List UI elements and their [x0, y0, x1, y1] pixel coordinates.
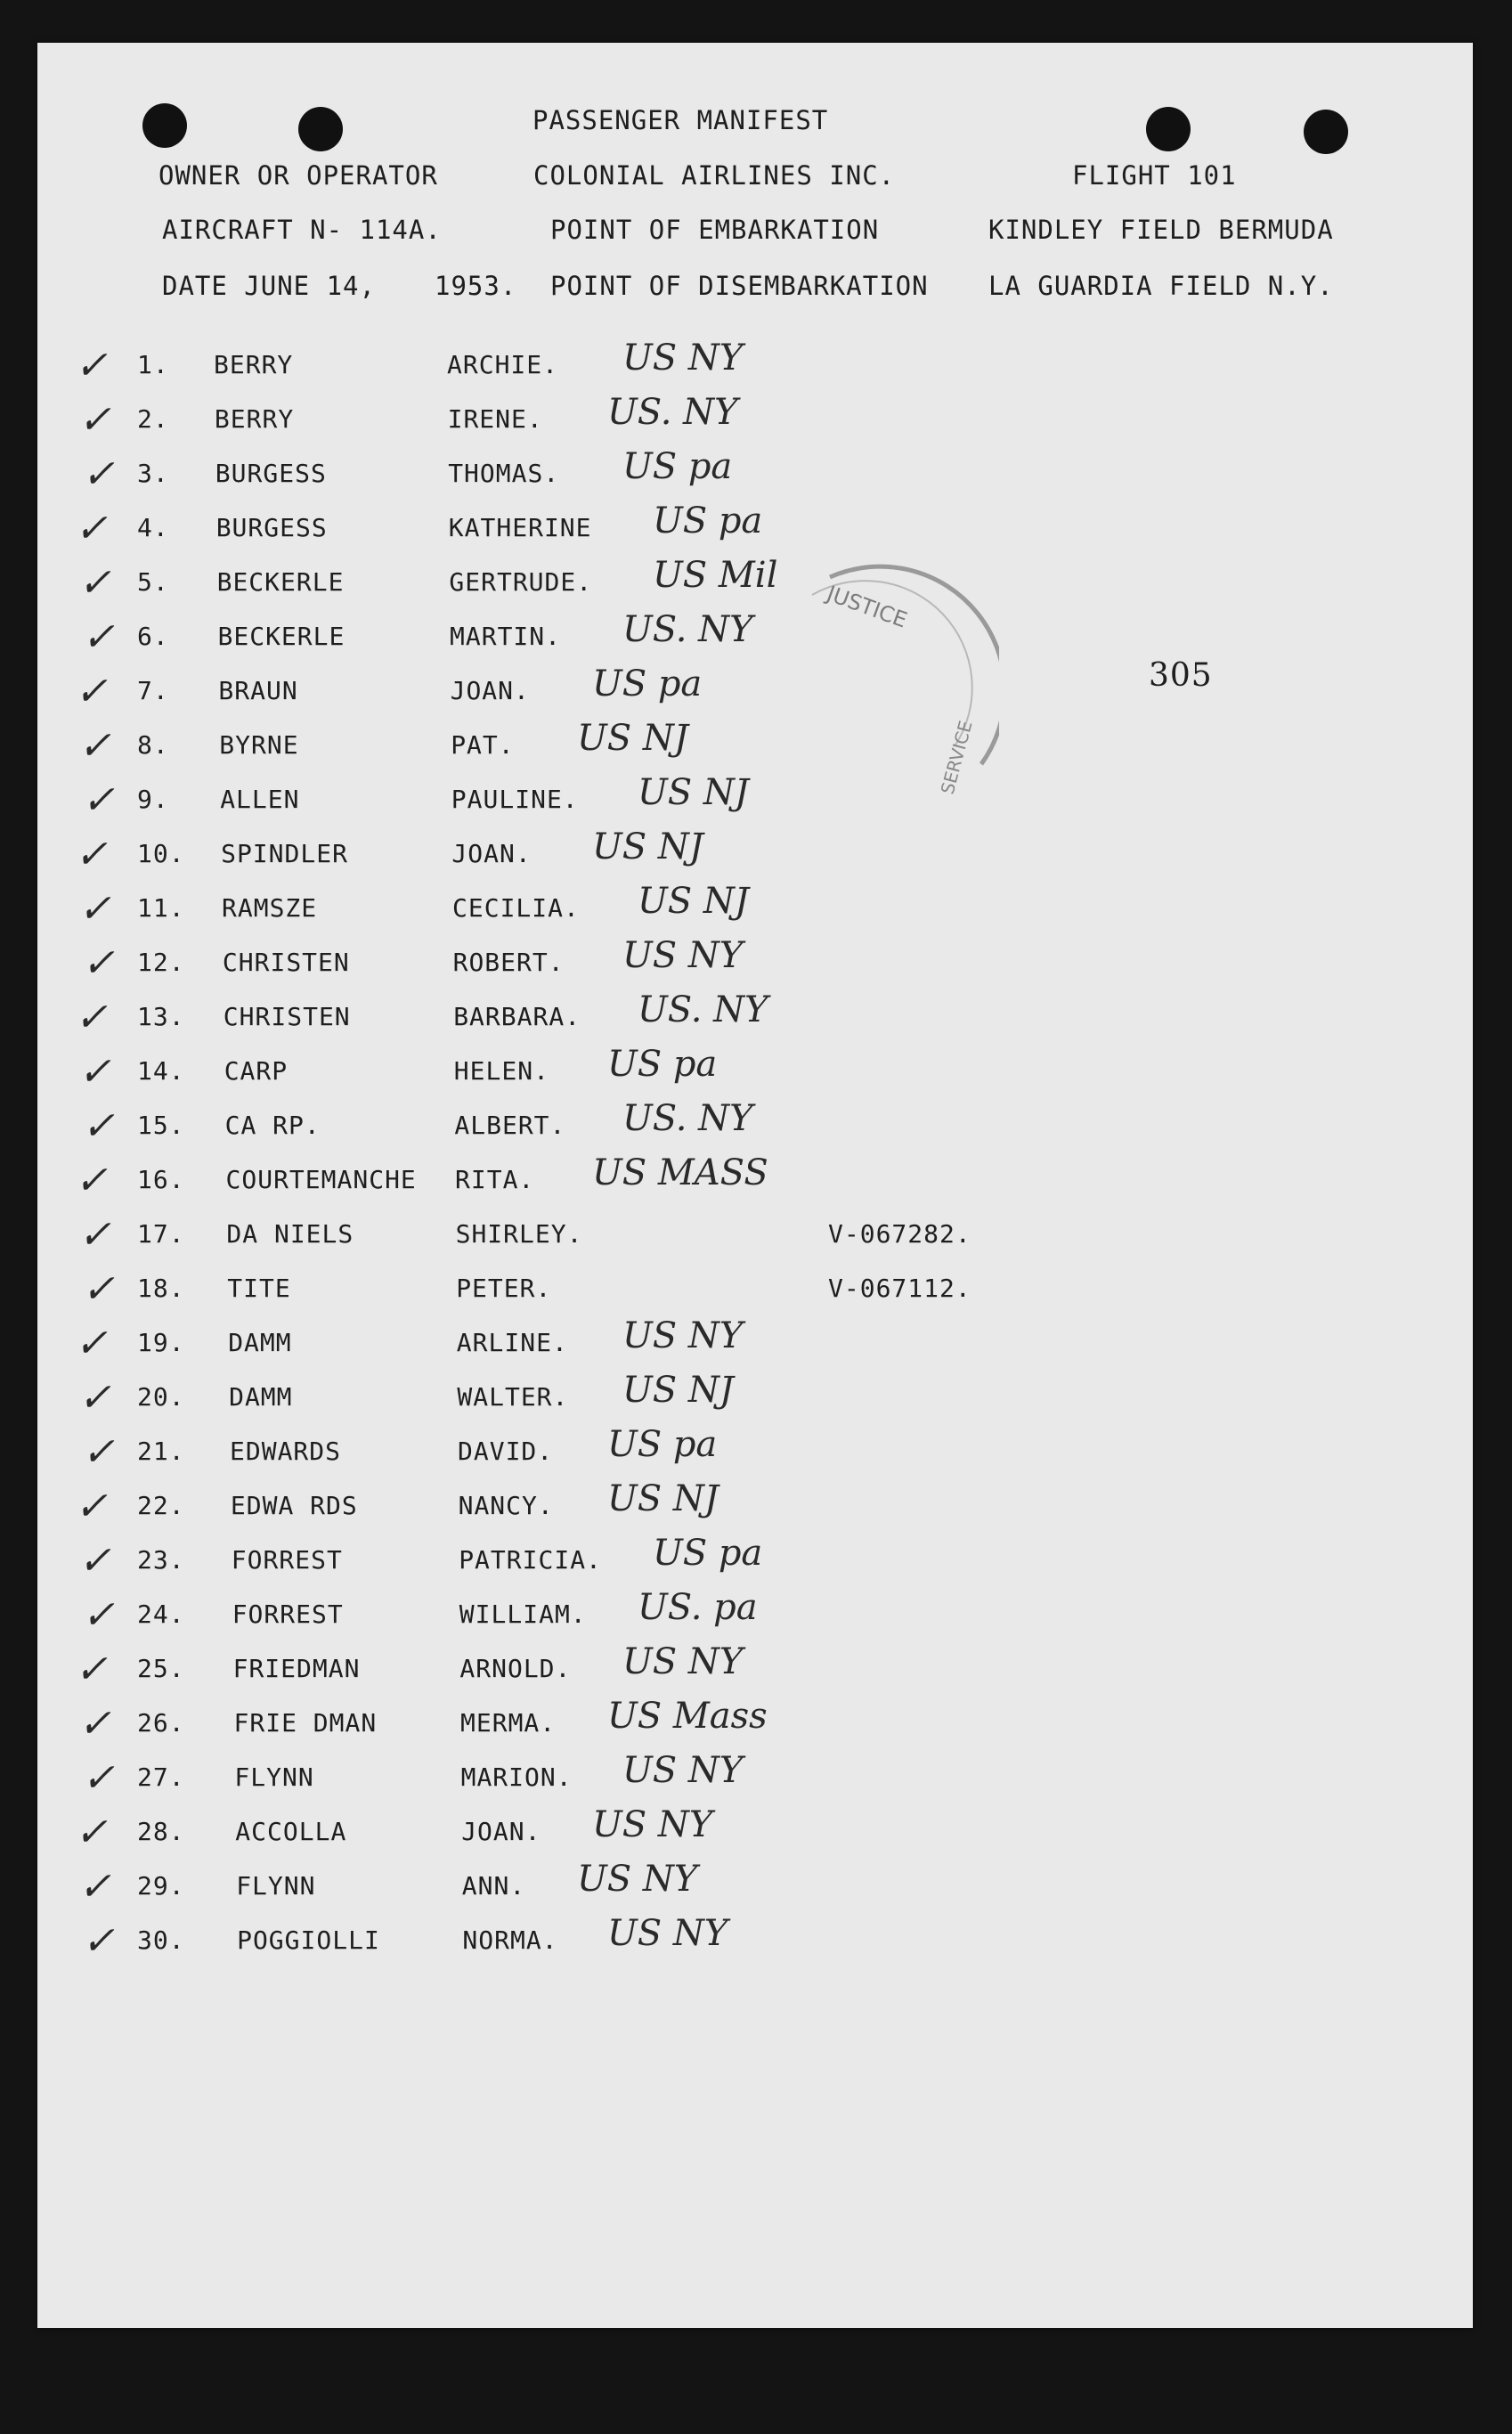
passenger-number: 29.	[137, 1871, 185, 1901]
passenger-given-name: RITA.	[455, 1165, 535, 1194]
passenger-check-mark: ✓	[82, 940, 115, 986]
passenger-check-mark: ✓	[78, 723, 111, 769]
passenger-number: 11.	[137, 893, 185, 923]
passenger-number: 22.	[137, 1491, 185, 1520]
passenger-surname: EDWA RDS	[230, 1491, 358, 1520]
passenger-check-mark: ✓	[82, 1918, 115, 1964]
passenger-check-mark: ✓	[78, 1375, 111, 1421]
handwritten-note: US NY	[622, 935, 744, 976]
immigration-stamp	[776, 559, 999, 835]
passenger-given-name: ALBERT.	[454, 1111, 566, 1140]
stamp-text-side: SERVICE	[936, 718, 977, 797]
flight-number: FLIGHT 101	[1072, 160, 1237, 191]
passenger-check-mark: ✓	[75, 669, 108, 714]
passenger-check-mark: ✓	[75, 1484, 108, 1529]
passenger-surname: BURGESS	[215, 513, 328, 542]
passenger-number: 1.	[137, 350, 169, 379]
passenger-check-mark: ✓	[75, 1158, 108, 1203]
passenger-surname: FORREST	[232, 1600, 344, 1629]
passenger-check-mark: ✓	[82, 615, 115, 660]
passenger-number: 16.	[137, 1165, 185, 1194]
passenger-surname: SPINDLER	[221, 839, 348, 868]
handwritten-note: US pa	[622, 446, 733, 487]
passenger-surname: CHRISTEN	[223, 1002, 351, 1031]
passenger-number: 3.	[137, 459, 169, 488]
passenger-number: 18.	[137, 1274, 185, 1303]
passenger-number: 8.	[137, 730, 169, 760]
passenger-number: 21.	[137, 1437, 185, 1466]
handwritten-note: US NY	[622, 1750, 744, 1791]
passenger-surname: FLYNN	[234, 1762, 314, 1792]
handwritten-note: US Mil	[653, 555, 778, 596]
passenger-check-mark: ✓	[78, 886, 111, 932]
passenger-check-mark: ✓	[78, 1864, 111, 1909]
passenger-surname: BERRY	[214, 404, 295, 434]
owner-label: OWNER OR OPERATOR	[159, 160, 438, 191]
passenger-given-name: JOAN.	[450, 676, 530, 705]
passenger-number: 7.	[137, 676, 169, 705]
passenger-surname: BECKERLE	[216, 567, 345, 597]
passenger-surname: BECKERLE	[217, 622, 345, 651]
passenger-check-mark: ✓	[82, 1429, 115, 1475]
passenger-number: 30.	[137, 1925, 185, 1955]
passenger-given-name: DAVID.	[458, 1437, 554, 1466]
handwritten-note: US NY	[607, 1913, 728, 1954]
passenger-number: 20.	[137, 1382, 185, 1412]
passenger-number: 25.	[137, 1654, 185, 1683]
passenger-given-name: PAULINE.	[451, 785, 579, 814]
passenger-surname: POGGIOLLI	[237, 1925, 380, 1955]
passenger-check-mark: ✓	[78, 1049, 111, 1095]
passenger-surname: BERRY	[214, 350, 294, 379]
handwritten-note: US pa	[592, 663, 703, 704]
passenger-check-mark: ✓	[82, 777, 115, 823]
flight-date: DATE JUNE 14,	[162, 271, 376, 301]
passenger-number: 26.	[137, 1708, 185, 1738]
passenger-given-name: CECILIA.	[452, 893, 580, 923]
page-number: 305	[1149, 657, 1213, 694]
handwritten-note: US NY	[622, 1315, 744, 1356]
handwritten-note: US NY	[577, 1859, 698, 1900]
punch-hole-2	[298, 107, 343, 151]
passenger-surname: FORREST	[231, 1545, 343, 1575]
handwritten-note: US NJ	[622, 1370, 734, 1411]
stamp-text-top: JUSTICE	[823, 581, 911, 633]
passenger-check-mark: ✓	[78, 397, 111, 443]
passenger-check-mark: ✓	[78, 560, 111, 606]
visa-number: V-067112.	[828, 1274, 971, 1303]
passenger-number: 17.	[137, 1219, 185, 1249]
passenger-given-name: NANCY.	[458, 1491, 554, 1520]
passenger-surname: EDWARDS	[230, 1437, 342, 1466]
passenger-number: 13.	[137, 1002, 185, 1031]
handwritten-note: US NJ	[638, 881, 749, 922]
handwritten-note: US NJ	[638, 772, 749, 813]
handwritten-note: US NY	[622, 338, 744, 379]
handwritten-note: US. NY	[622, 1098, 753, 1139]
passenger-surname: ACCOLLA	[235, 1817, 347, 1846]
manifest-title: PASSENGER MANIFEST	[532, 105, 829, 135]
passenger-given-name: IRENE.	[447, 404, 543, 434]
passenger-given-name: KATHERINE	[448, 513, 592, 542]
handwritten-note: US NY	[622, 1641, 744, 1682]
flight-year: 1953.	[435, 271, 517, 301]
passenger-number: 23.	[137, 1545, 185, 1575]
passenger-surname: CHRISTEN	[222, 948, 350, 977]
passenger-surname: FLYNN	[236, 1871, 316, 1901]
passenger-number: 12.	[137, 948, 185, 977]
passenger-given-name: MARTIN.	[450, 622, 562, 651]
passenger-check-mark: ✓	[82, 1266, 115, 1312]
passenger-number: 6.	[137, 622, 169, 651]
handwritten-note: US. NY	[622, 609, 753, 650]
passenger-number: 15.	[137, 1111, 185, 1140]
passenger-given-name: WALTER.	[457, 1382, 569, 1412]
punch-hole-1	[142, 103, 187, 148]
aircraft-number: AIRCRAFT N- 114A.	[162, 215, 442, 245]
passenger-check-mark: ✓	[75, 1647, 108, 1692]
passenger-check-mark: ✓	[82, 1103, 115, 1149]
passenger-given-name: JOAN.	[461, 1817, 541, 1846]
passenger-check-mark: ✓	[78, 1701, 111, 1746]
passenger-check-mark: ✓	[82, 1755, 115, 1801]
passenger-given-name: NORMA.	[462, 1925, 558, 1955]
passenger-number: 2.	[137, 404, 169, 434]
passenger-given-name: PAT.	[451, 730, 515, 760]
handwritten-note: US pa	[653, 501, 763, 541]
passenger-number: 4.	[137, 513, 169, 542]
passenger-surname: FRIEDMAN	[232, 1654, 361, 1683]
passenger-given-name: BARBARA.	[453, 1002, 581, 1031]
passenger-surname: CA RP.	[224, 1111, 321, 1140]
passenger-given-name: ARCHIE.	[447, 350, 559, 379]
passenger-surname: DAMM	[228, 1328, 292, 1357]
passenger-surname: DA NIELS	[226, 1219, 354, 1249]
visa-number: V-067282.	[828, 1219, 971, 1249]
handwritten-note: US pa	[607, 1424, 718, 1465]
passenger-given-name: ARNOLD.	[459, 1654, 572, 1683]
handwritten-note: US pa	[653, 1533, 763, 1574]
passenger-given-name: PETER.	[456, 1274, 552, 1303]
passenger-given-name: MARION.	[460, 1762, 573, 1792]
passenger-check-mark: ✓	[75, 832, 108, 877]
passenger-check-mark: ✓	[75, 343, 108, 388]
passenger-surname: TITE	[227, 1274, 291, 1303]
passenger-surname: COURTEMANCHE	[225, 1165, 417, 1194]
passenger-given-name: JOAN.	[451, 839, 532, 868]
passenger-number: 19.	[137, 1328, 185, 1357]
passenger-surname: FRIE DMAN	[233, 1708, 378, 1738]
passenger-number: 27.	[137, 1762, 185, 1792]
passenger-number: 14.	[137, 1056, 185, 1086]
passenger-given-name: GERTRUDE.	[449, 567, 593, 597]
passenger-surname: BYRNE	[219, 730, 299, 760]
handwritten-note: US. pa	[638, 1587, 758, 1628]
passenger-surname: BRAUN	[218, 676, 298, 705]
passenger-number: 10.	[137, 839, 185, 868]
handwritten-note: US NJ	[607, 1478, 719, 1519]
passenger-given-name: ROBERT.	[452, 948, 565, 977]
passenger-given-name: MERMA.	[460, 1708, 557, 1738]
passenger-number: 28.	[137, 1817, 185, 1846]
passenger-surname: BURGESS	[215, 459, 327, 488]
passenger-check-mark: ✓	[75, 506, 108, 551]
passenger-check-mark: ✓	[75, 1321, 108, 1366]
punch-hole-4	[1304, 110, 1348, 154]
passenger-given-name: ANN.	[461, 1871, 526, 1901]
passenger-check-mark: ✓	[82, 452, 115, 497]
owner-value: COLONIAL AIRLINES INC.	[533, 160, 896, 191]
passenger-surname: ALLEN	[220, 785, 300, 814]
disembarkation-value: LA GUARDIA FIELD N.Y.	[988, 271, 1334, 301]
passenger-given-name: PATRICIA.	[459, 1545, 602, 1575]
passenger-given-name: HELEN.	[453, 1056, 549, 1086]
passenger-surname: DAMM	[229, 1382, 293, 1412]
passenger-check-mark: ✓	[78, 1212, 111, 1258]
punch-hole-3	[1146, 107, 1191, 151]
handwritten-note: US. NY	[638, 989, 768, 1030]
embarkation-label: POINT OF EMBARKATION	[550, 215, 880, 245]
passenger-surname: RAMSZE	[222, 893, 318, 923]
passenger-number: 5.	[137, 567, 169, 597]
handwritten-note: US NJ	[592, 826, 703, 867]
passenger-check-mark: ✓	[75, 1810, 108, 1855]
passenger-surname: CARP	[224, 1056, 289, 1086]
manifest-page	[37, 43, 1473, 2328]
handwritten-note: US MASS	[592, 1152, 768, 1193]
disembarkation-label: POINT OF DISEMBARKATION	[550, 271, 929, 301]
passenger-given-name: ARLINE.	[456, 1328, 568, 1357]
passenger-given-name: THOMAS.	[448, 459, 560, 488]
passenger-number: 9.	[137, 785, 169, 814]
passenger-check-mark: ✓	[78, 1538, 111, 1583]
handwritten-note: US. NY	[607, 392, 738, 433]
passenger-given-name: WILLIAM.	[459, 1600, 587, 1629]
handwritten-note: US NJ	[577, 718, 688, 759]
handwritten-note: US NY	[592, 1804, 713, 1845]
passenger-check-mark: ✓	[82, 1592, 115, 1638]
passenger-check-mark: ✓	[75, 995, 108, 1040]
passenger-given-name: SHIRLEY.	[455, 1219, 583, 1249]
embarkation-value: KINDLEY FIELD BERMUDA	[988, 215, 1334, 245]
handwritten-note: US Mass	[607, 1696, 768, 1737]
passenger-number: 24.	[137, 1600, 185, 1629]
handwritten-note: US pa	[607, 1044, 718, 1085]
